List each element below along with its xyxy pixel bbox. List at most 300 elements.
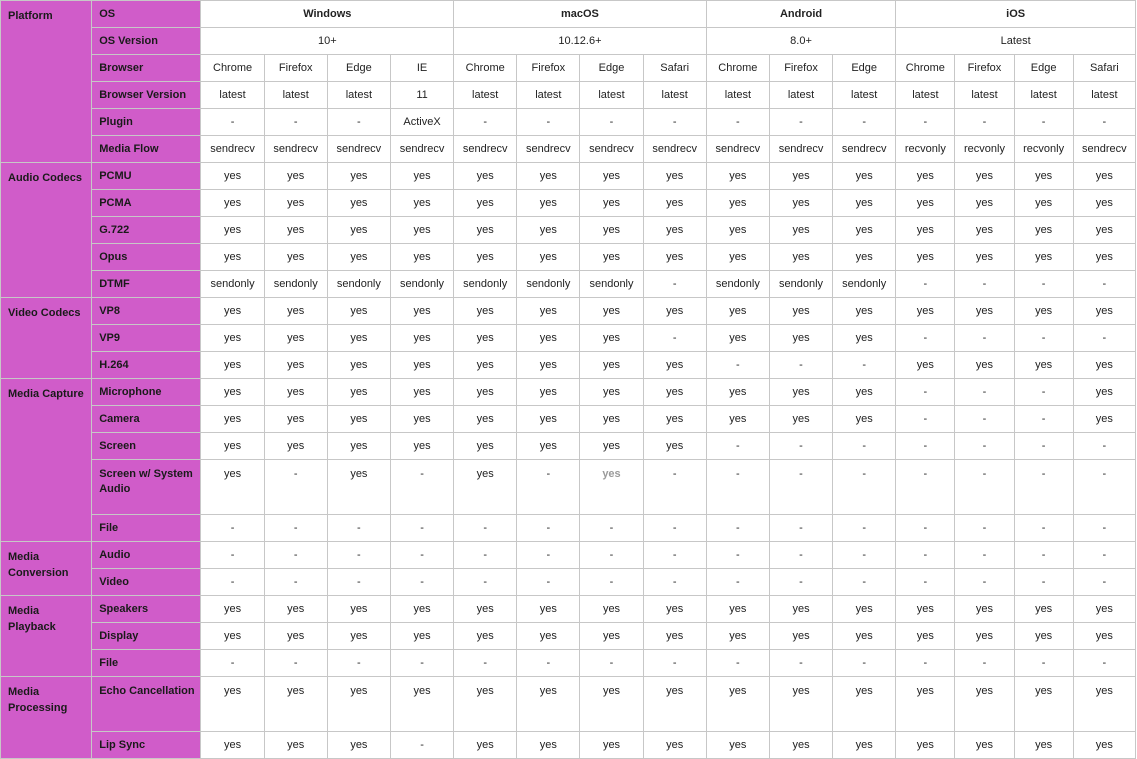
table-row — [1, 379, 1136, 406]
header-cell: - — [454, 109, 517, 136]
header-cell: Firefox — [769, 55, 832, 82]
value-cell: yes — [833, 596, 896, 623]
value-cell: yes — [643, 352, 706, 379]
value-cell: - — [517, 542, 580, 569]
value-cell: yes — [1014, 352, 1073, 379]
header-cell: latest — [706, 82, 769, 109]
value-cell: - — [706, 515, 769, 542]
table-row — [1, 596, 1136, 623]
value-cell: - — [390, 732, 453, 759]
os-version-row — [1, 28, 1136, 55]
value-cell: yes — [201, 352, 264, 379]
value-cell: - — [517, 515, 580, 542]
value-cell: yes — [833, 677, 896, 732]
header-cell: latest — [1073, 82, 1135, 109]
header-cell: - — [264, 109, 327, 136]
value-cell: yes — [390, 298, 453, 325]
header-cell: IE — [390, 55, 453, 82]
value-cell: yes — [390, 677, 453, 732]
value-cell: sendonly — [517, 271, 580, 298]
value-cell: yes — [643, 379, 706, 406]
value-cell: - — [1014, 515, 1073, 542]
value-cell: yes — [643, 677, 706, 732]
os-label: OS — [92, 1, 201, 28]
feature-label: H.264 — [92, 352, 201, 379]
value-cell: - — [643, 542, 706, 569]
value-cell: - — [955, 325, 1014, 352]
value-cell: yes — [896, 298, 955, 325]
value-cell: yes — [327, 325, 390, 352]
header-cell: ActiveX — [390, 109, 453, 136]
value-cell: - — [769, 460, 832, 515]
table-row — [1, 460, 1136, 515]
os-ios: iOS — [896, 1, 1136, 28]
value-cell: yes — [706, 596, 769, 623]
value-cell: - — [896, 650, 955, 677]
feature-label: Lip Sync — [92, 732, 201, 759]
platform-label: Platform — [1, 1, 92, 163]
table-row — [1, 298, 1136, 325]
feature-label: File — [92, 515, 201, 542]
feature-label: Video — [92, 569, 201, 596]
value-cell: yes — [643, 623, 706, 650]
value-cell: - — [955, 406, 1014, 433]
value-cell: yes — [580, 460, 643, 515]
value-cell: - — [643, 650, 706, 677]
value-cell: yes — [1014, 190, 1073, 217]
value-cell: - — [1014, 460, 1073, 515]
header-cell: sendrecv — [706, 136, 769, 163]
header-cell: Edge — [1014, 55, 1073, 82]
value-cell: - — [955, 542, 1014, 569]
value-cell: yes — [955, 217, 1014, 244]
value-cell: yes — [390, 190, 453, 217]
value-cell: - — [706, 433, 769, 460]
value-cell: yes — [769, 596, 832, 623]
value-cell: yes — [201, 623, 264, 650]
value-cell: - — [327, 542, 390, 569]
value-cell: yes — [580, 190, 643, 217]
value-cell: yes — [769, 732, 832, 759]
category-label: Audio Codecs — [1, 163, 92, 298]
value-cell: yes — [264, 244, 327, 271]
value-cell: - — [454, 650, 517, 677]
value-cell: sendonly — [706, 271, 769, 298]
os-macos: macOS — [454, 1, 707, 28]
header-cell: latest — [896, 82, 955, 109]
feature-label: DTMF — [92, 271, 201, 298]
value-cell: yes — [517, 190, 580, 217]
header-cell: latest — [327, 82, 390, 109]
feature-label: PCMU — [92, 163, 201, 190]
value-cell: yes — [1073, 298, 1135, 325]
header-cell: sendrecv — [327, 136, 390, 163]
value-cell: yes — [706, 406, 769, 433]
value-cell: - — [580, 650, 643, 677]
value-cell: yes — [580, 217, 643, 244]
header-cell: sendrecv — [1073, 136, 1135, 163]
value-cell: yes — [833, 244, 896, 271]
value-cell: - — [833, 460, 896, 515]
feature-label: Opus — [92, 244, 201, 271]
header-cell: latest — [833, 82, 896, 109]
value-cell: yes — [1073, 163, 1135, 190]
value-cell: yes — [706, 677, 769, 732]
value-cell: yes — [580, 352, 643, 379]
value-cell: yes — [327, 732, 390, 759]
value-cell: yes — [955, 352, 1014, 379]
value-cell: yes — [833, 379, 896, 406]
value-cell: yes — [1073, 190, 1135, 217]
value-cell: - — [706, 650, 769, 677]
value-cell: yes — [769, 190, 832, 217]
value-cell: yes — [201, 677, 264, 732]
value-cell: - — [264, 650, 327, 677]
os-version-label: OS Version — [92, 28, 201, 55]
value-cell: yes — [580, 298, 643, 325]
value-cell: yes — [327, 217, 390, 244]
value-cell: - — [1014, 379, 1073, 406]
plugin-row — [1, 109, 1136, 136]
value-cell: yes — [517, 325, 580, 352]
value-cell: yes — [454, 379, 517, 406]
value-cell: - — [1073, 460, 1135, 515]
header-cell: Firefox — [264, 55, 327, 82]
value-cell: yes — [706, 244, 769, 271]
value-cell: yes — [454, 352, 517, 379]
feature-label: Display — [92, 623, 201, 650]
value-cell: - — [1014, 325, 1073, 352]
value-cell: yes — [201, 732, 264, 759]
value-cell: - — [264, 460, 327, 515]
value-cell: yes — [327, 677, 390, 732]
value-cell: - — [1073, 325, 1135, 352]
value-cell: yes — [264, 623, 327, 650]
table-row — [1, 542, 1136, 569]
value-cell: yes — [580, 244, 643, 271]
value-cell: yes — [327, 352, 390, 379]
table-row — [1, 569, 1136, 596]
feature-label: Screen w/ System Audio — [92, 460, 201, 515]
value-cell: - — [955, 650, 1014, 677]
table-row — [1, 515, 1136, 542]
value-cell: yes — [454, 298, 517, 325]
value-cell: yes — [1014, 732, 1073, 759]
value-cell: - — [201, 650, 264, 677]
value-cell: - — [264, 515, 327, 542]
value-cell: yes — [454, 677, 517, 732]
value-cell: yes — [517, 379, 580, 406]
value-cell: yes — [201, 460, 264, 515]
value-cell: - — [1014, 406, 1073, 433]
value-cell: - — [390, 542, 453, 569]
value-cell: yes — [955, 623, 1014, 650]
value-cell: yes — [769, 217, 832, 244]
value-cell: yes — [955, 163, 1014, 190]
value-cell: yes — [264, 163, 327, 190]
value-cell: yes — [390, 623, 453, 650]
value-cell: yes — [201, 190, 264, 217]
value-cell: yes — [896, 163, 955, 190]
value-cell: yes — [1073, 732, 1135, 759]
value-cell: yes — [1073, 217, 1135, 244]
value-cell: - — [201, 542, 264, 569]
value-cell: - — [1073, 569, 1135, 596]
value-cell: - — [706, 542, 769, 569]
value-cell: yes — [706, 298, 769, 325]
value-cell: yes — [769, 244, 832, 271]
value-cell: yes — [896, 596, 955, 623]
value-cell: - — [327, 515, 390, 542]
value-cell: - — [1014, 542, 1073, 569]
value-cell: yes — [580, 596, 643, 623]
value-cell: - — [517, 460, 580, 515]
value-cell: yes — [517, 244, 580, 271]
value-cell: yes — [454, 732, 517, 759]
value-cell: - — [896, 271, 955, 298]
header-cell: Edge — [327, 55, 390, 82]
value-cell: - — [454, 569, 517, 596]
value-cell: - — [1073, 515, 1135, 542]
value-cell: yes — [390, 596, 453, 623]
value-cell: - — [390, 650, 453, 677]
value-cell: yes — [454, 460, 517, 515]
media-flow-row — [1, 136, 1136, 163]
value-cell: yes — [390, 163, 453, 190]
value-cell: yes — [201, 406, 264, 433]
value-cell: yes — [896, 352, 955, 379]
value-cell: yes — [896, 244, 955, 271]
header-cell: - — [706, 109, 769, 136]
value-cell: - — [580, 515, 643, 542]
value-cell: sendonly — [580, 271, 643, 298]
header-cell: Chrome — [706, 55, 769, 82]
value-cell: - — [833, 433, 896, 460]
header-cell: - — [896, 109, 955, 136]
value-cell: - — [955, 433, 1014, 460]
value-cell: yes — [769, 677, 832, 732]
value-cell: yes — [580, 433, 643, 460]
value-cell: - — [706, 352, 769, 379]
value-cell: yes — [390, 217, 453, 244]
header-cell: sendrecv — [643, 136, 706, 163]
value-cell: yes — [201, 596, 264, 623]
value-cell: yes — [201, 298, 264, 325]
value-cell: yes — [201, 163, 264, 190]
header-cell: sendrecv — [769, 136, 832, 163]
value-cell: yes — [264, 406, 327, 433]
table-row — [1, 163, 1136, 190]
value-cell: - — [833, 650, 896, 677]
header-cell: Safari — [1073, 55, 1135, 82]
feature-label: Camera — [92, 406, 201, 433]
value-cell: yes — [896, 677, 955, 732]
header-cell: - — [1014, 109, 1073, 136]
header-cell: Chrome — [454, 55, 517, 82]
value-cell: - — [201, 569, 264, 596]
value-cell: yes — [454, 325, 517, 352]
header-cell: Safari — [643, 55, 706, 82]
value-cell: yes — [1014, 596, 1073, 623]
feature-label: VP9 — [92, 325, 201, 352]
os-version-ios: Latest — [896, 28, 1136, 55]
value-cell: yes — [454, 244, 517, 271]
header-cell: - — [769, 109, 832, 136]
value-cell: yes — [706, 163, 769, 190]
value-cell: - — [896, 379, 955, 406]
value-cell: yes — [517, 163, 580, 190]
value-cell: yes — [390, 406, 453, 433]
table-row — [1, 325, 1136, 352]
header-cell: sendrecv — [833, 136, 896, 163]
header-cell: sendrecv — [201, 136, 264, 163]
value-cell: - — [833, 569, 896, 596]
value-cell: yes — [517, 217, 580, 244]
header-cell: latest — [201, 82, 264, 109]
value-cell: yes — [264, 433, 327, 460]
value-cell: yes — [955, 244, 1014, 271]
value-cell: sendonly — [264, 271, 327, 298]
table-row — [1, 244, 1136, 271]
category-label: Media Processing — [1, 677, 92, 759]
value-cell: yes — [390, 325, 453, 352]
value-cell: yes — [454, 623, 517, 650]
value-cell: yes — [264, 217, 327, 244]
value-cell: yes — [643, 190, 706, 217]
value-cell: - — [454, 542, 517, 569]
table-row — [1, 732, 1136, 759]
header-cell: sendrecv — [454, 136, 517, 163]
value-cell: yes — [517, 352, 580, 379]
value-cell: - — [706, 569, 769, 596]
table-row — [1, 650, 1136, 677]
value-cell: yes — [390, 379, 453, 406]
value-cell: yes — [517, 677, 580, 732]
header-cell: latest — [643, 82, 706, 109]
value-cell: - — [896, 460, 955, 515]
header-cell: Chrome — [201, 55, 264, 82]
value-cell: yes — [896, 732, 955, 759]
value-cell: - — [643, 325, 706, 352]
value-cell: yes — [896, 217, 955, 244]
browser-version-row — [1, 82, 1136, 109]
value-cell: - — [896, 325, 955, 352]
value-cell: - — [1073, 542, 1135, 569]
feature-label: Audio — [92, 542, 201, 569]
header-cell: Firefox — [955, 55, 1014, 82]
value-cell: yes — [706, 190, 769, 217]
os-version-windows: 10+ — [201, 28, 454, 55]
header-cell: recvonly — [1014, 136, 1073, 163]
value-cell: yes — [201, 379, 264, 406]
value-cell: yes — [264, 379, 327, 406]
value-cell: sendonly — [390, 271, 453, 298]
table-row — [1, 677, 1136, 732]
value-cell: yes — [643, 732, 706, 759]
header-cell: sendrecv — [517, 136, 580, 163]
value-cell: yes — [706, 325, 769, 352]
table-row — [1, 271, 1136, 298]
plugin-label: Plugin — [92, 109, 201, 136]
value-cell: yes — [201, 433, 264, 460]
value-cell: yes — [1014, 217, 1073, 244]
header-cell: Edge — [833, 55, 896, 82]
value-cell: yes — [643, 433, 706, 460]
value-cell: - — [833, 352, 896, 379]
value-cell: yes — [517, 433, 580, 460]
header-cell: - — [1073, 109, 1135, 136]
header-cell: latest — [769, 82, 832, 109]
value-cell: yes — [264, 677, 327, 732]
feature-label: Microphone — [92, 379, 201, 406]
value-cell: yes — [833, 298, 896, 325]
header-cell: sendrecv — [264, 136, 327, 163]
category-label: Media Playback — [1, 596, 92, 677]
value-cell: - — [643, 569, 706, 596]
value-cell: yes — [580, 163, 643, 190]
header-cell: sendrecv — [580, 136, 643, 163]
value-cell: - — [769, 650, 832, 677]
value-cell: yes — [1073, 677, 1135, 732]
value-cell: yes — [580, 406, 643, 433]
value-cell: - — [390, 569, 453, 596]
value-cell: yes — [201, 325, 264, 352]
value-cell: yes — [833, 732, 896, 759]
value-cell: yes — [264, 190, 327, 217]
value-cell: yes — [955, 190, 1014, 217]
value-cell: yes — [327, 460, 390, 515]
value-cell: - — [1014, 433, 1073, 460]
value-cell: yes — [769, 406, 832, 433]
value-cell: yes — [580, 677, 643, 732]
os-row — [1, 1, 1136, 28]
value-cell: yes — [1073, 379, 1135, 406]
value-cell: yes — [769, 379, 832, 406]
table-row — [1, 352, 1136, 379]
value-cell: yes — [264, 298, 327, 325]
value-cell: sendonly — [833, 271, 896, 298]
table-row — [1, 190, 1136, 217]
browser-version-label: Browser Version — [92, 82, 201, 109]
value-cell: yes — [955, 596, 1014, 623]
os-version-macos: 10.12.6+ — [454, 28, 707, 55]
value-cell: yes — [390, 244, 453, 271]
value-cell: - — [264, 542, 327, 569]
feature-label: File — [92, 650, 201, 677]
header-cell: recvonly — [896, 136, 955, 163]
value-cell: yes — [327, 406, 390, 433]
value-cell: - — [769, 433, 832, 460]
value-cell: - — [769, 569, 832, 596]
category-label: Media Capture — [1, 379, 92, 542]
value-cell: - — [955, 271, 1014, 298]
value-cell: yes — [1014, 163, 1073, 190]
header-cell: latest — [264, 82, 327, 109]
value-cell: - — [1014, 569, 1073, 596]
value-cell: yes — [955, 732, 1014, 759]
value-cell: yes — [1073, 596, 1135, 623]
os-windows: Windows — [201, 1, 454, 28]
header-cell: - — [201, 109, 264, 136]
feature-label: Echo Cancellation — [92, 677, 201, 732]
value-cell: - — [1073, 433, 1135, 460]
value-cell: - — [896, 406, 955, 433]
header-cell: sendrecv — [390, 136, 453, 163]
value-cell: yes — [1073, 244, 1135, 271]
value-cell: yes — [833, 163, 896, 190]
header-cell: - — [517, 109, 580, 136]
header-cell: latest — [580, 82, 643, 109]
